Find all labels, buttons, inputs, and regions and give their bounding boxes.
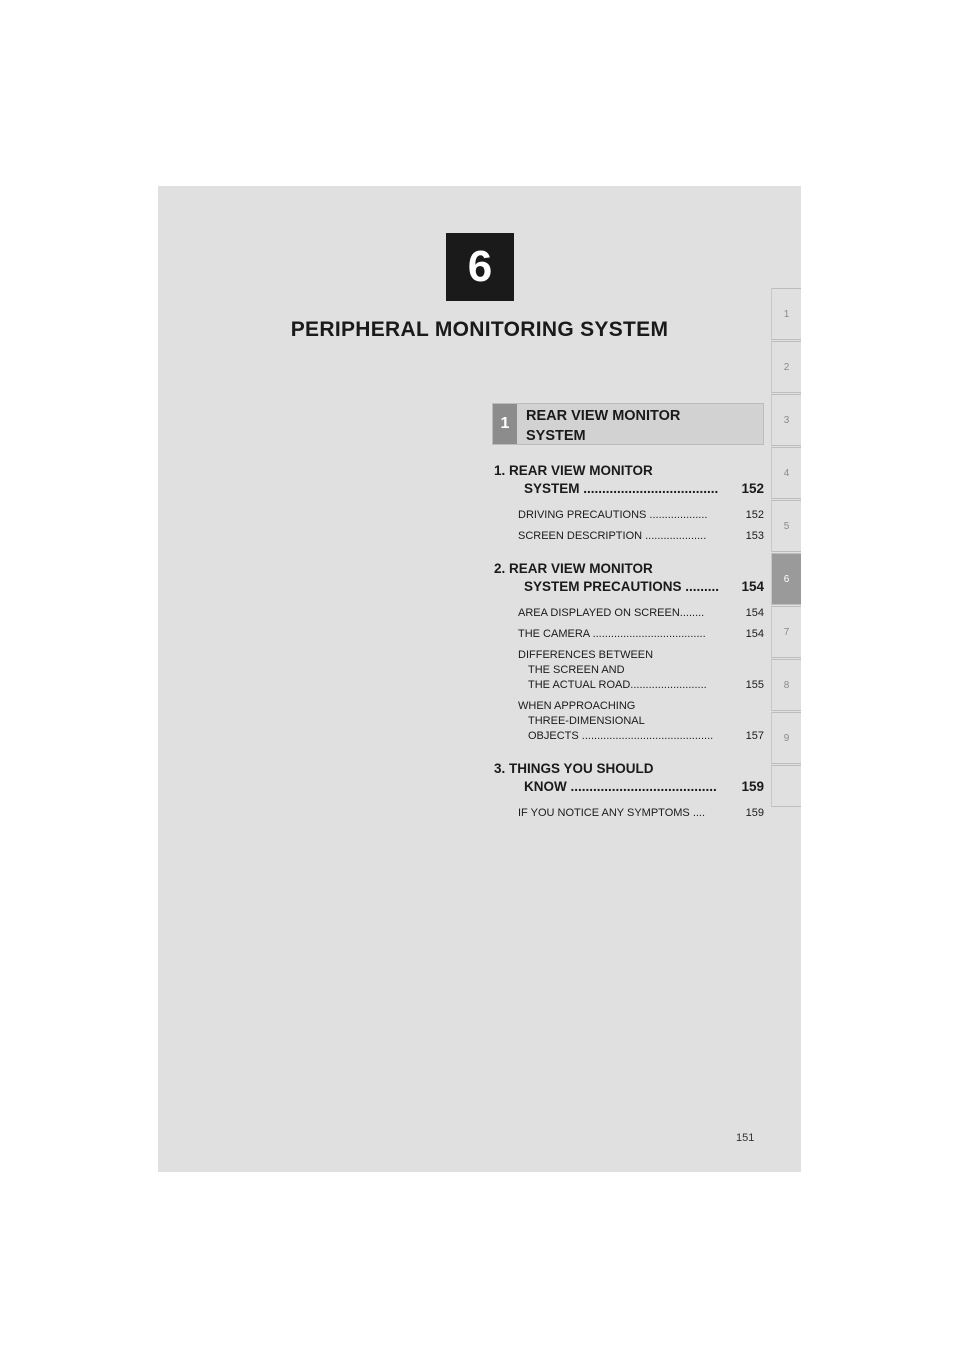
section-number: 1 [493,404,517,444]
toc-subentry-title-cont: THE SCREEN AND [528,664,625,676]
toc-entry[interactable] [494,560,764,596]
tab-chapter-10[interactable] [771,765,801,807]
table-of-contents [494,462,764,837]
toc-subentry[interactable] [494,529,764,544]
toc-subentry[interactable] [494,627,764,642]
toc-entry-title-cont: SYSTEM .................................... [524,481,719,496]
toc-subentry-title: WHEN APPROACHING [518,700,636,712]
tab-chapter-9[interactable]: 9 [771,712,801,764]
toc-subentry-page: 159 [745,807,764,819]
toc-group [494,462,764,544]
toc-subentry[interactable] [494,606,764,621]
toc-entry-page: 159 [741,779,764,794]
toc-entry-page: 152 [741,481,764,496]
toc-entry-title: 3. THINGS YOU SHOULD [494,761,654,776]
toc-subentry-title: SCREEN DESCRIPTION .................... [518,530,707,542]
toc-entry-page: 154 [741,579,764,594]
section-title-line2: SYSTEM [526,428,586,444]
section-title [526,406,756,446]
toc-entry[interactable] [494,760,764,796]
toc-subentry-title: IF YOU NOTICE ANY SYMPTOMS .... [518,807,706,819]
toc-entry-title-cont: SYSTEM PRECAUTIONS ......... [524,579,720,594]
toc-subentry-page: 154 [745,607,764,619]
tab-chapter-6[interactable]: 6 [771,553,801,605]
toc-subentry-title: AREA DISPLAYED ON SCREEN........ [518,607,705,619]
tab-chapter-1[interactable]: 1 [771,288,801,340]
toc-subentry-title-cont: OBJECTS ........................................... [528,730,714,742]
toc-subentry-page: 153 [745,530,764,542]
toc-subentry[interactable] [494,806,764,821]
toc-subentry-title-cont: THREE-DIMENSIONAL [528,715,645,727]
toc-subentry-page: 152 [745,509,764,521]
toc-subentry-title: DIFFERENCES BETWEEN [518,649,654,661]
tab-chapter-3[interactable]: 3 [771,394,801,446]
toc-subentry-title: THE CAMERA ..................................... [518,628,706,640]
toc-entry-title-cont: KNOW ....................................... [524,779,717,794]
section-header [492,403,764,445]
toc-subentry-page: 155 [745,679,764,691]
chapter-number-box: 6 [446,233,514,301]
toc-subentry-title: DRIVING PRECAUTIONS ................... [518,509,708,521]
toc-entry[interactable] [494,462,764,498]
tab-chapter-5[interactable]: 5 [771,500,801,552]
toc-subentry-page: 157 [745,730,764,742]
tab-chapter-8[interactable]: 8 [771,659,801,711]
toc-entry-title: 2. REAR VIEW MONITOR [494,561,653,576]
page-number: 151 [736,1132,755,1144]
toc-subentry[interactable] [494,508,764,523]
toc-subentry-title-cont: THE ACTUAL ROAD......................... [528,679,707,691]
toc-subentry[interactable] [494,648,764,693]
toc-entry-title: 1. REAR VIEW MONITOR [494,463,653,478]
tab-chapter-7[interactable]: 7 [771,606,801,658]
chapter-title: PERIPHERAL MONITORING SYSTEM [290,318,669,341]
tab-chapter-4[interactable]: 4 [771,447,801,499]
tab-chapter-2[interactable]: 2 [771,341,801,393]
toc-group [494,560,764,744]
toc-subentry-page: 154 [745,628,764,640]
section-title-line1: REAR VIEW MONITOR [526,408,681,424]
toc-subentry[interactable] [494,699,764,744]
toc-group [494,760,764,821]
